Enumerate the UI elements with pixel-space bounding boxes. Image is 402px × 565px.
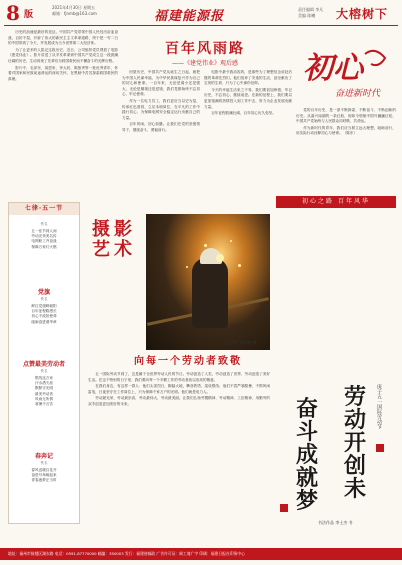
article-paragraph: 历史的浪涌是最好的见证。中国共产党带领中国人民经历浴血奋战，百折不挠，开辟了伟大的新民主主义革命道路，终于把一穷二白的中国带到了今天，并发展成为当今世界第二大经济体。 <box>8 30 118 46</box>
calligraphy-char: 开 <box>344 430 367 456</box>
poem-title: 点赞最美劳动者 <box>22 361 65 368</box>
poem-line: 初心不改担使命 <box>31 314 57 319</box>
poem-line: 寒暑不言苦 <box>35 402 53 407</box>
masthead <box>0 0 402 30</box>
poem-title: 春奔记 <box>34 453 53 460</box>
poem-line: 春风送暖百花开 <box>31 468 57 472</box>
calligraphy-char: 斗 <box>296 419 319 445</box>
calligraphy-column-left <box>296 398 320 513</box>
page-label: 版 <box>24 10 34 20</box>
article-paragraph: 今天的幸福生活来之不易，我们要倍加珍惜，牢记历史，不忘初心，继续前进。在新的征程上，我们要以更加饱满的热情投入到工作中去，努力为企业发展贡献力量。 <box>204 87 292 109</box>
poem-line: 默默守光明 <box>35 386 53 391</box>
poem-lines <box>9 304 79 325</box>
seal-stamp-icon <box>280 504 288 512</box>
poem-line: 劳动光荣美名传 <box>31 234 57 239</box>
calligraphy-char: 劳 <box>344 384 367 410</box>
newspaper-logo: 福建能源报 <box>154 9 225 24</box>
page-number: 8 <box>6 1 20 25</box>
calligraphy-top <box>295 36 399 108</box>
editor-line: 责任编辑 李凡 <box>298 7 324 12</box>
poem-author: 佚名 <box>40 297 48 301</box>
article-paragraph: 百年征程波澜壮阔，百年初心历久弥坚。 <box>211 111 276 116</box>
photo-worker <box>192 258 228 328</box>
poem-lines <box>9 229 79 250</box>
calligraphy-char: 未 <box>344 476 367 502</box>
poem-author: 佚名 <box>40 222 48 226</box>
poem-line: 青春逐梦正当时 <box>31 478 57 483</box>
article-paragraph: 影片中，毛泽东、周恩来、李大钊、陈独秀等一批优秀青年，怀着对国家和民族前途命运的深切关怀，在黑暗中苦苦探索救国救民的真理。 <box>8 65 118 81</box>
photo-art-label: 摄影艺术 <box>92 219 136 260</box>
calligraphy-caption: 书法作品 李士杰 书 <box>318 520 353 525</box>
calligraphy-char: 梦 <box>296 488 319 514</box>
editor-info <box>298 7 323 19</box>
feature-banner: 初心之路 百年风华 <box>276 196 396 208</box>
article-title: 百年风雨路 <box>165 41 245 57</box>
poem-line: 砥砺奋进谱华章 <box>31 319 57 324</box>
photo-spark <box>186 266 188 268</box>
calligraphy-char: 就 <box>296 465 319 491</box>
article-paragraph: 为了让更多的人铭记这段历史，近日，公司组织党员观看了电影《建党伟业》。影片讲述了从辛亥革命到中国共产党成立这一段波澜壮阔的历史，生动再现了先辈们为救国救民而不懈奋斗的光辉历程。 <box>8 47 118 63</box>
issue-date: 2021年4月30日 星期五 <box>52 5 96 10</box>
welding-photo <box>146 214 270 350</box>
calligraphy-top-sub: 奋进新时代 <box>335 89 381 99</box>
poem-line: 风雨无所惧 <box>35 396 53 401</box>
calligraphy-inscription: 庚子五一国际劳动节 <box>376 384 382 429</box>
article-subtitle: ——《建党伟业》观后感 <box>171 60 238 67</box>
poem-line: 五一佳节到人间 <box>31 229 57 233</box>
poem-author: 佚名 <box>40 369 48 373</box>
poem-line: 最美劳动者 <box>35 391 53 396</box>
article-column-4 <box>296 108 396 192</box>
poem-line: 鲜红党旗映朝阳 <box>31 304 57 308</box>
issue-meta <box>52 5 97 17</box>
header-divider <box>4 25 398 26</box>
article-column-3 <box>204 70 292 198</box>
page-footer: 地址：福州市鼓楼区湖东路 电话：0591-87770000 邮编：350003 发行：福建省邮政 广告许可证：闽工商广字 印刷：福建日报社印务中心 <box>0 548 402 560</box>
calligraphy-top-text: 初心 <box>303 51 363 86</box>
designer-line: 美编 陈曦 <box>298 13 316 18</box>
poem-line: 保障万家灯火燃 <box>31 244 57 249</box>
calligraphy-column-right <box>344 386 368 501</box>
article-paragraph: 回望历史，中国共产党从诞生之日起，就把为中国人民谋幸福、为中华民族谋复兴作为自己的初心和使命。一百年来，无论是弱小还是强大，无论是顺境还是逆境，我们党都始终不忘初心、牢记使命。 <box>122 70 200 97</box>
poem-line: 电网职工齐奋战 <box>31 239 57 244</box>
letter-paragraph: 五一国际劳动节到了，这是属于全世界劳动人民的节日。劳动创造了人类，劳动创造了世界，劳动创造了美好生活。在这个特别的日子里，我们要向每一个辛勤工作的劳动者致以崇高的敬意。 <box>88 372 270 382</box>
poem-lines <box>9 376 79 407</box>
calligraphy-char: 奋 <box>296 396 319 422</box>
poem-title: 党旗 <box>37 289 50 296</box>
photo-spark <box>230 240 232 242</box>
poem-block <box>9 359 79 407</box>
calligraphy-char: 动 <box>344 407 367 433</box>
calligraphy-work <box>276 378 396 518</box>
article-paragraph: 作为一名电力员工，我们更应当以史为鉴，传承红色基因，立足本职岗位，在平凡的工作中践行初心，为保障电网安全稳定运行贡献自己的力量。 <box>122 98 200 120</box>
poem-line: 银线连万家 <box>35 376 53 380</box>
letter-body <box>88 372 270 540</box>
poem-block <box>9 451 79 484</box>
calligraphy-char: 成 <box>296 442 319 468</box>
article-paragraph: 党的百年历史，是一部不断探索、不断奋斗、不断创新的历史。从嘉兴南湖的一条红船，到如今领航中国号巍巍巨轮，中国共产党始终与人民群众同呼吸、共命运。 <box>296 108 396 124</box>
photo-spark <box>204 244 207 247</box>
calligraphy-char: 创 <box>344 453 367 479</box>
letter-paragraph: 劳动最光荣，劳动最崇高，劳动最伟大，劳动最美丽。让我们弘扬劳模精神、劳动精神、工匠精神，用勤劳的双手创造更加美好的未来。 <box>88 396 270 406</box>
section-title: 大榕树下 <box>336 7 389 21</box>
letter-title: 向每一个劳动者致敬 <box>134 356 242 367</box>
article-column-1 <box>8 30 118 198</box>
poetry-sidebar <box>8 202 80 524</box>
poem-block <box>9 221 79 250</box>
poem-line: 奋进号角响起来 <box>31 473 57 478</box>
photo-spark <box>216 254 224 262</box>
photo-spark <box>238 264 241 267</box>
poem-block <box>9 287 79 325</box>
article-paragraph: 百年风雨，初心如磐。让我们在党的坚强领导下，继续奋斗，勇毅前行。 <box>122 122 200 132</box>
sidebar-heading: 七律·五一节 <box>9 203 79 215</box>
poem-line: 汗水洒天涯 <box>35 381 53 386</box>
issue-email: 邮箱：fjnmb@163.com <box>52 11 97 16</box>
photo-caption: 工匠精神 郑海帆 摄 <box>222 340 257 345</box>
article-paragraph: 作为新时代的青年，我们应当树立远大理想，砥砺前行，用实际行动诠释初心与使命。（陈东） <box>296 125 396 136</box>
poem-line: 百年征程路漫长 <box>31 309 57 314</box>
seal-stamp-icon <box>376 444 384 452</box>
poem-author: 佚名 <box>40 461 48 465</box>
article-paragraph: 电影中最令我动容的，是那些为了理想信念前赴后继的革命先烈们。他们放弃了安逸的生活，甚至献出了宝贵的生命，只为了心中那份信仰。 <box>204 70 292 86</box>
brush-stroke-decoration <box>365 51 385 65</box>
letter-paragraph: 在我们身边，有这样一群人：他们头顶烈日，脚踏大地，攀登铁塔，架设银线；他们不畏严寒酷暑，不惧风雨雷电，日夜坚守在工作岗位上，只为保障千家万户的光明。他们就是电力人。 <box>88 384 270 394</box>
article-column-2 <box>122 70 200 198</box>
poem-lines <box>9 468 79 484</box>
